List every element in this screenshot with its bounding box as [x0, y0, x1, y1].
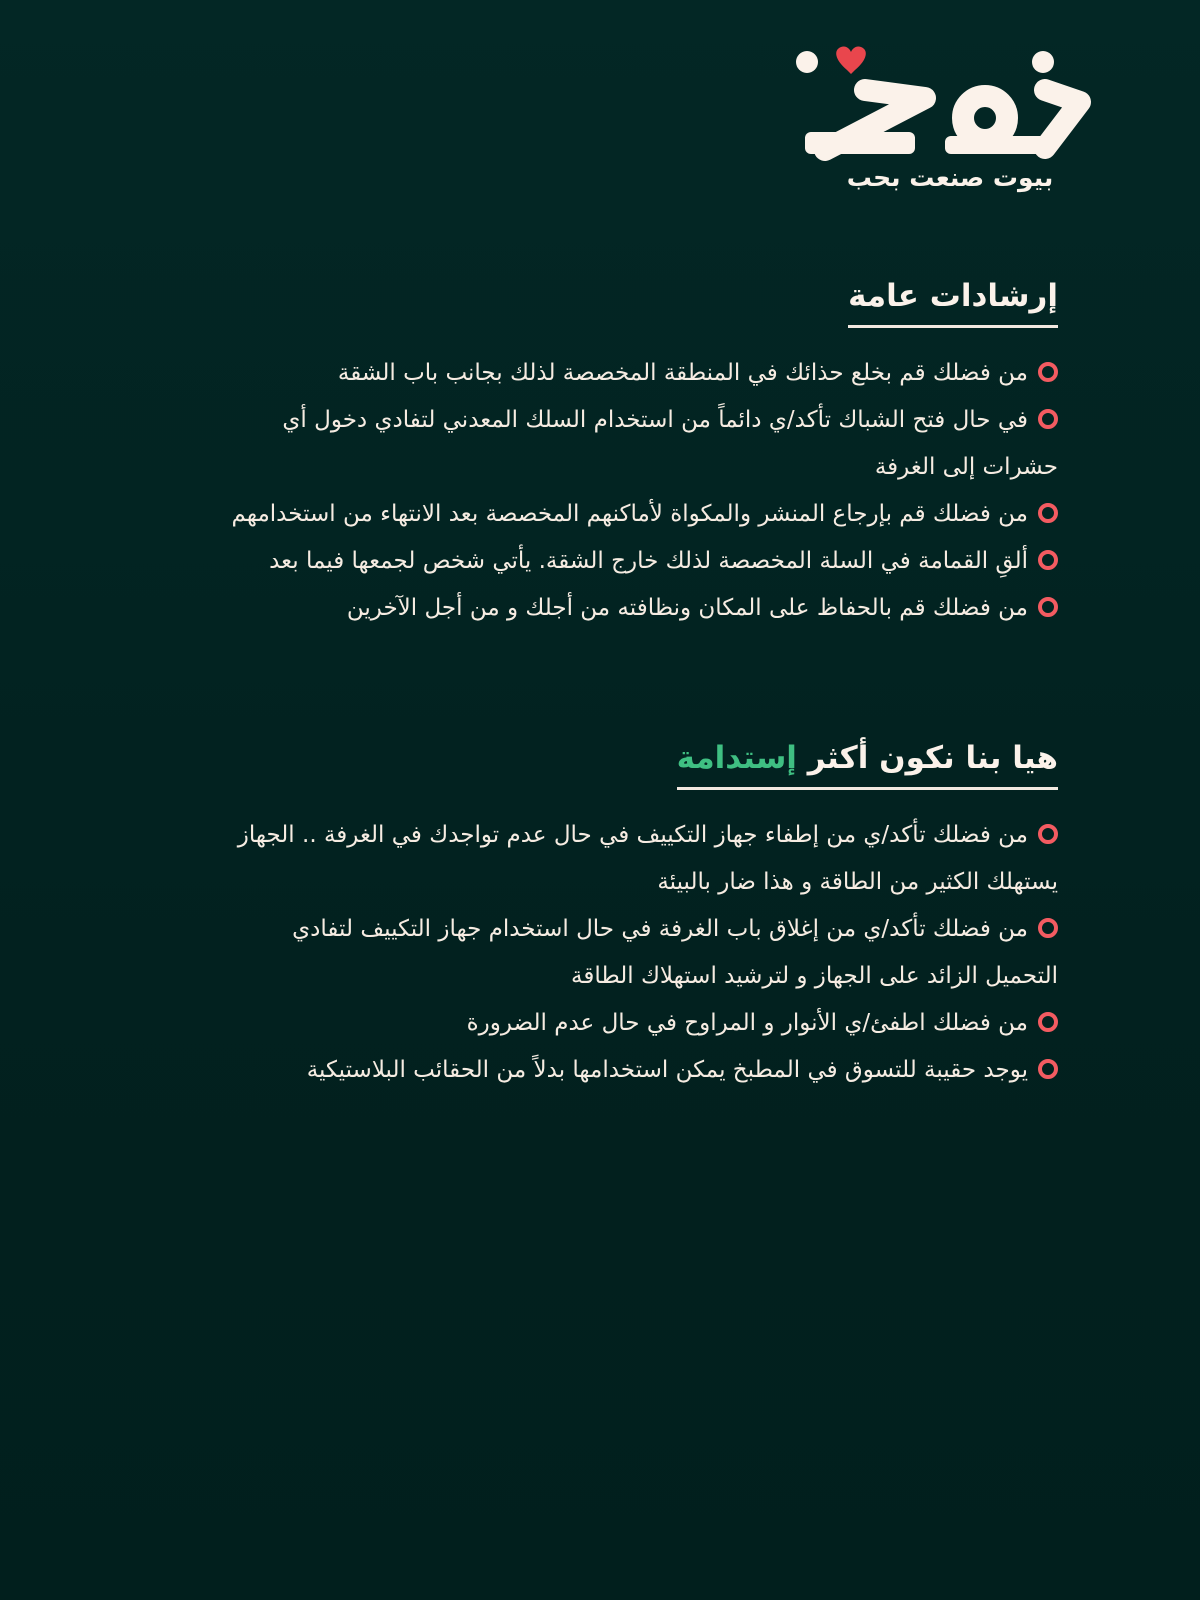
logo-mark-icon [795, 40, 1115, 165]
list-item: يوجد حقيبة للتسوق في المطبخ يمكن استخدامها بدلاً من الحقائب البلاستيكية [218, 1047, 1058, 1094]
list-item: من فضلك اطفئ/ي الأنوار و المراوح في حال عدم الضرورة [218, 1000, 1058, 1047]
circle-bullet-icon [1038, 1059, 1058, 1079]
circle-bullet-icon [1038, 597, 1058, 617]
list-item: من فضلك تأكد/ي من إغلاق باب الغرفة في حال استخدام جهاز التكييف لتفادي التحميل الزائد على الجهاز و لترشيد استهلاك الطاقة [292, 916, 1058, 990]
circle-bullet-icon [1038, 362, 1058, 382]
list-item: في حال فتح الشباك تأكد/ي دائماً من استخدام السلك المعدني لتفادي دخول أي حشرات إلى الغرفة [282, 407, 1058, 481]
list-item: ألقِ القمامة في السلة المخصصة لذلك خارج الشقة. يأتي شخص لجمعها فيما بعد [218, 538, 1058, 585]
sustainability-heading: هيا بنا نكون أكثر إستدامة [677, 740, 1058, 790]
sustainability-heading-accent: إستدامة [676, 740, 797, 776]
circle-bullet-icon [1038, 503, 1058, 523]
list-item: من فضلك تأكد/ي من إطفاء جهاز التكييف في حال عدم تواجدك في الغرفة .. الجهاز يستهلك الكثير من الطاقة و هذا ضار بالبيئة [237, 822, 1058, 896]
sustainability-section [218, 740, 1058, 1094]
list-item: من فضلك قم بخلع حذائك في المنطقة المخصصة لذلك بجانب باب الشقة [218, 350, 1058, 397]
list-item: من فضلك قم بإرجاع المنشر والمكواة لأماكنهم المخصصة بعد الانتهاء من استخدامهم [218, 491, 1058, 538]
list-item: من فضلك قم بالحفاظ على المكان ونظافته من أجلك و من أجل الآخرين [218, 585, 1058, 632]
circle-bullet-icon [1038, 824, 1058, 844]
sustainability-list [218, 812, 1058, 1094]
brand-tagline: بيوت صنعت بحب [846, 163, 1054, 192]
general-guidelines-list [218, 350, 1058, 632]
circle-bullet-icon [1038, 1012, 1058, 1032]
circle-bullet-icon [1038, 550, 1058, 570]
general-guidelines-section [218, 278, 1058, 632]
heart-icon [836, 46, 866, 74]
circle-bullet-icon [1038, 918, 1058, 938]
general-guidelines-heading: إرشادات عامة [848, 278, 1058, 328]
circle-bullet-icon [1038, 409, 1058, 429]
